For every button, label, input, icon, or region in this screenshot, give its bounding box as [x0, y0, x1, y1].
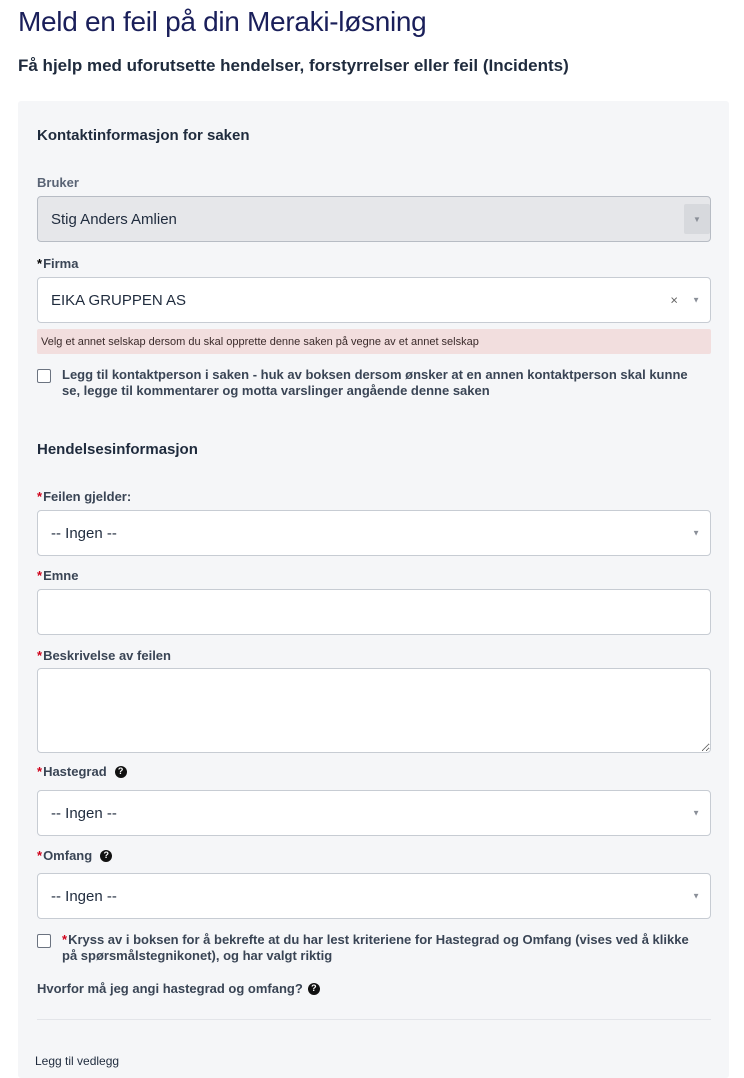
question-circle-icon[interactable]: ?: [100, 850, 112, 862]
contact-section-title: Kontaktinformasjon for saken: [37, 127, 250, 144]
issue-select-value: -- Ingen --: [51, 524, 117, 542]
add-contact-checkbox[interactable]: [37, 369, 51, 383]
required-marker: *: [37, 648, 43, 663]
chevron-down-icon: ▼: [692, 528, 700, 538]
add-attachment-link[interactable]: Legg til vedlegg: [35, 1054, 120, 1068]
chevron-down-icon: ▼: [684, 204, 710, 234]
urgency-select[interactable]: [37, 790, 711, 836]
required-marker: *: [37, 489, 43, 504]
company-select[interactable]: [37, 277, 711, 323]
page-title: Meld en feil på din Meraki-løsning: [18, 6, 427, 37]
required-marker: *: [37, 848, 43, 863]
add-contact-label: Legg til kontaktperson i saken - huk av boksen dersom ønsker at en annen kontaktperson skal kunne se, legge til kommentarer og motta varslinger angående denne saken: [62, 367, 688, 398]
chevron-down-icon: ▼: [692, 808, 700, 818]
description-textarea[interactable]: [37, 668, 711, 753]
incident-section-title: Hendelsesinformasjon: [37, 441, 198, 458]
company-select-value: EIKA GRUPPEN AS: [51, 291, 187, 309]
chevron-down-icon[interactable]: ▼: [692, 295, 700, 305]
page-subtitle: Få hjelp med uforutsette hendelser, forstyrrelser eller feil (Incidents): [18, 56, 569, 75]
required-marker: *: [37, 256, 43, 271]
subject-label: * Emne: [37, 568, 79, 583]
why-urgency-text: Hvorfor må jeg angi hastegrad og omfang? ?: [37, 981, 320, 996]
scope-select[interactable]: [37, 873, 711, 919]
incident-form-panel: [18, 101, 729, 1078]
question-circle-icon[interactable]: ?: [115, 766, 127, 778]
confirm-label: *Kryss av i boksen for å bekrefte at du har lest kriteriene for Hastegrad og Omfang (vises ved å klikke på spørsmålstegnikonet), og har valgt riktig: [62, 932, 689, 963]
scope-select-value: -- Ingen --: [51, 887, 117, 905]
issue-label: * Feilen gjelder:: [37, 489, 132, 504]
confirm-row: [37, 932, 697, 964]
clear-icon[interactable]: ×: [670, 292, 678, 308]
user-label: Bruker: [37, 175, 79, 190]
required-marker: *: [37, 764, 43, 779]
company-label: * Firma: [37, 256, 79, 271]
user-select-value: Stig Anders Amlien: [51, 210, 177, 228]
description-label: * Beskrivelse av feilen: [37, 648, 171, 663]
scope-label: * Omfang ?: [37, 848, 112, 863]
company-hint: Velg et annet selskap dersom du skal opprette denne saken på vegne av et annet selskap: [37, 329, 711, 354]
subject-input[interactable]: [37, 589, 711, 635]
urgency-select-value: -- Ingen --: [51, 804, 117, 822]
required-marker: *: [37, 568, 43, 583]
confirm-checkbox[interactable]: [37, 934, 51, 948]
chevron-down-icon: ▼: [692, 891, 700, 901]
urgency-label: * Hastegrad ?: [37, 764, 127, 779]
question-circle-icon[interactable]: ?: [308, 983, 320, 995]
required-marker: *: [62, 932, 68, 947]
add-contact-row: [37, 367, 697, 399]
issue-select[interactable]: [37, 510, 711, 556]
divider: [37, 1019, 711, 1020]
user-select: [37, 196, 711, 242]
